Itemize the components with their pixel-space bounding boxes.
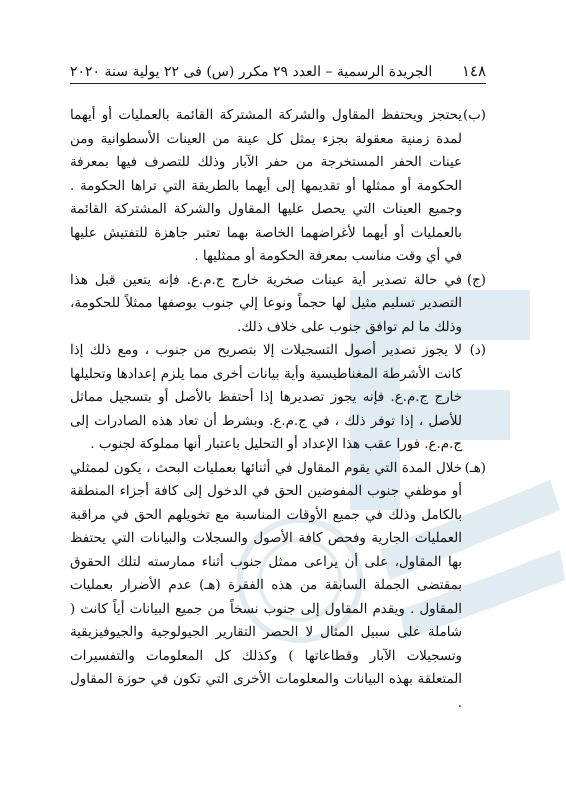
paragraph-text: خلال المدة التي يقوم المقاول في أثنائها بعمليات البحث ، يكون لممثلي أو موظفي جنوب المفوضين الحق في الدخول إلى كافة أجزاء المنطقة بالكامل وذلك في جميع الأوقات المناسبة مع تخويلهم الحق في مراقبة العمليات الجارية وفحص كافة الأصول والسجلات والبيانات التي يحتفظ بها المقاول، على أن يراعى ممثل جنوب أثناء ممارسته لتلك الحقوق بمقتضى الجملة السابقة من هذه الفقرة (هـ) عدم الأضرار بعمليات المقاول . ويقدم المقاول إلى جنوب نسخاً من جميع البيانات أياً كانت ( شاملة على سبيل المثال لا الحصر التقارير الجيولوجية والجيوفيزيقية وتسجيلات الآبار وقطاعاتها ) وكذلك كل المعلومات والتفسيرات المتعلقة بهذه البيانات والمعلومات الأخرى التي تكون في حوزة المقاول .	[70, 460, 462, 711]
paragraph-b	[70, 104, 486, 269]
paragraph-marker: (ج)	[466, 272, 486, 288]
gazette-title: الجريدة الرسمية – العدد ٢٩ مكرر (س) فى ٢٢ يولية سنة ٢٠٢٠	[70, 64, 433, 80]
document-body	[70, 104, 486, 715]
paragraph-marker: (هـ)	[464, 460, 486, 476]
paragraph-text: يحتجز ويحتفظ المقاول والشركة المشتركة القائمة بالعمليات أو أيهما لمدة زمنية معقولة بجزء يمثل كل عينة من العينات الأسطوانية ومن عينات الحفر المستخرجة من حفر الآبار وذلك للتصرف فيها بمعرفة الحكومة أو ممثلها أو تقديمها إلى أيهما بالطريقة التي تراها الحكومة . وجميع العينات التي يحصل عليها المقاول والشركة المشتركة القائمة بالعمليات أو أيهما لأغراضهما الخاصة بهما تعتبر جاهزة للتفتيش عليها في أي وقت مناسب بمعرفة الحكومة أو ممثليها .	[70, 108, 462, 264]
paragraph-j	[70, 269, 486, 340]
paragraph-text: في حالة تصدير أية عينات صخرية خارج ج.م.ع. فإنه يتعين قبل هذا التصدير تسليم مثيل لها حجماً ونوعا إلي جنوب بوصفها ممثلاً للحكومة، وذلك ما لم توافق جنوب على خلاف ذلك.	[70, 272, 462, 335]
paragraph-text: لا يجوز تصدير أصول التسجيلات إلا بتصريح من جنوب ، ومع ذلك إذا كانت الأشرطة المغناطيسية وأية بيانات أخرى مما يلزم إعدادها وتحليلها خارج ج.م.ع. فإنه يجوز تصديرها إذا أحتفظ بالأصل أو بتسجيل مماثل للأصل ، إذا توفر ذلك ، في ج.م.ع. وبشرط أن تعاد هذه الصادرات إلى ج.م.ع. فورا عقب هذا الإعداد أو التحليل باعتبار أنها مملوكة لجنوب .	[70, 343, 462, 452]
paragraph-h	[70, 457, 486, 716]
page-number: ١٤٨	[461, 62, 486, 80]
paragraph-marker: (ب)	[462, 108, 486, 123]
page-header	[70, 54, 486, 84]
paragraph-d	[70, 339, 486, 457]
paragraph-marker: (د)	[469, 343, 486, 358]
